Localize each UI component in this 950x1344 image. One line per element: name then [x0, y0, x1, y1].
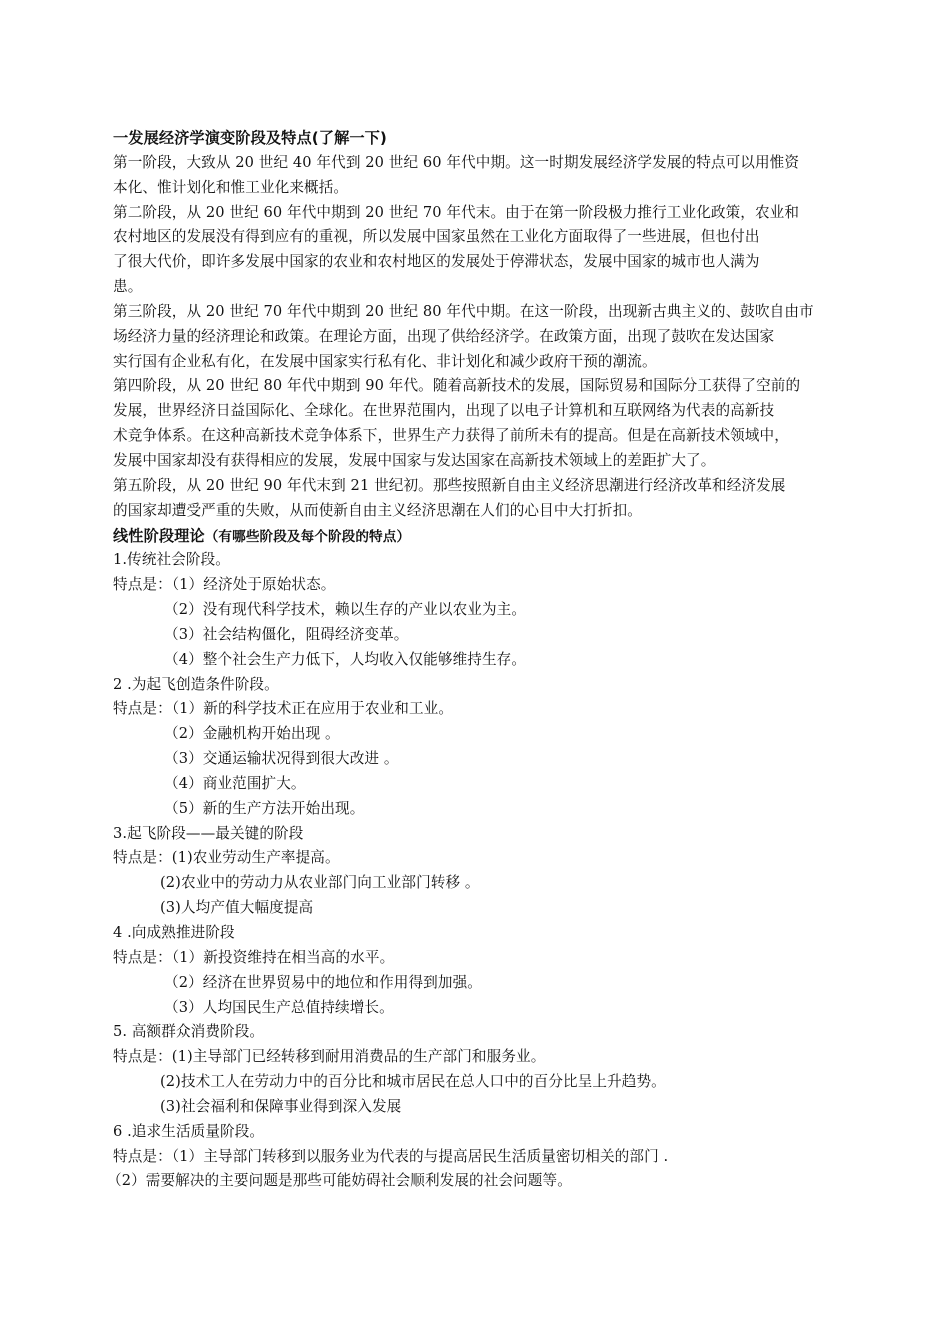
stage-feature-first: 特点是：（1）主导部门转移到以服务业为代表的与提高居民生活质量密切相关的部门 .	[113, 1147, 669, 1165]
stage-feature-first: 特点是：（1）新的科学技术正在应用于农业和工业。	[113, 700, 454, 718]
section-heading-evolution: 一发展经济学演变阶段及特点(了解一下)	[113, 129, 387, 147]
text-line: 发展中国家却没有获得相应的发展，发展中国家与发达国家在高新技术领域上的差距扩大了。	[113, 451, 716, 469]
stage-title: 3.起飞阶段——最关键的阶段	[113, 824, 304, 842]
stage-feature: （2）经济在世界贸易中的地位和作用得到加强。	[164, 973, 482, 991]
text-line: 第二阶段，从 20 世纪 60 年代中期到 20 世纪 70 年代末。由于在第一阶段极力推行工业化政策，农业和	[113, 203, 800, 221]
stage-feature-first: 特点是：(1)主导部门已经转移到耐用消费品的生产部门和服务业。	[113, 1048, 546, 1066]
stage-feature-first: 特点是：（1）新投资维持在相当高的水平。	[113, 948, 395, 966]
text-line: 第三阶段，从 20 世纪 70 年代中期到 20 世纪 80 年代中期。在这一阶段，出现新古典主义的、鼓吹自由市	[113, 302, 814, 320]
heading-sub-text: （有哪些阶段及每个阶段的特点）	[204, 528, 411, 545]
text-line: 患。	[113, 278, 143, 296]
heading-main-text: 线性阶段理论	[113, 526, 205, 545]
stage-title: 4 .向成熟推进阶段	[113, 924, 235, 941]
stage-feature: (3)社会福利和保障事业得到深入发展	[160, 1097, 402, 1115]
stage-feature: （5）新的生产方法开始出现。	[164, 799, 365, 817]
stage-feature: （2）金融机构开始出现 。	[164, 725, 340, 743]
paragraph-stage-4	[113, 374, 858, 473]
stage-block	[113, 548, 858, 672]
stage-feature-first: 特点是：（1）经济处于原始状态。	[113, 576, 336, 594]
paragraph-stage-2	[113, 201, 858, 300]
stage-feature: （2）没有现代科学技术，赖以生存的产业以农业为主。	[164, 601, 527, 619]
text-line: 第五阶段，从 20 世纪 90 年代末到 21 世纪初。那些按照新自由主义经济思潮进行经济改革和经济发展	[113, 476, 786, 494]
stage-feature: (3)人均产值大幅度提高	[160, 899, 314, 917]
stage-title: 5. 高额群众消费阶段。	[113, 1023, 265, 1041]
stage-feature: （2）需要解决的主要问题是那些可能妨碍社会顺利发展的社会问题等。	[107, 1172, 572, 1190]
stage-block	[113, 673, 858, 822]
stage-feature: (2)技术工人在劳动力中的百分比和城市居民在总人口中的百分比呈上升趋势。	[160, 1073, 666, 1091]
stage-feature: （4）商业范围扩大。	[164, 774, 306, 792]
stage-title: 1.传统社会阶段。	[113, 551, 230, 569]
stage-feature: (2)农业中的劳动力从农业部门向工业部门转移 。	[160, 874, 480, 892]
text-line: 术竞争体系。在这种高新技术竞争体系下，世界生产力获得了前所未有的提高。但是在高新技术领域中，	[113, 427, 789, 445]
stage-feature: （3）交通运输状况得到很大改进 。	[164, 750, 399, 768]
stage-feature: （4）整个社会生产力低下，人均收入仅能够维持生存。	[164, 650, 527, 668]
text-line: 第四阶段，从 20 世纪 80 年代中期到 90 年代。随着高新技术的发展，国际贸易和国际分工获得了空前的	[113, 377, 801, 395]
text-line: 本化、惟计划化和惟工业化来概括。	[113, 178, 349, 196]
text-line: 农村地区的发展没有得到应有的重视，所以发展中国家虽然在工业化方面取得了一些进展，但也付出	[113, 228, 760, 246]
document-page	[107, 126, 858, 1194]
text-line: 第一阶段，大致从 20 世纪 40 年代到 20 世纪 60 年代中期。这一时期发展经济学发展的特点可以用惟资	[113, 153, 800, 171]
text-line: 场经济力量的经济理论和政策。在理论方面，出现了供给经济学。在政策方面，出现了鼓吹在发达国家	[113, 327, 775, 345]
text-line: 实行国有企业私有化，在发展中国家实行私有化、非计划化和减少政府干预的潮流。	[113, 352, 657, 370]
paragraph-stage-5	[113, 474, 858, 524]
paragraph-stage-1	[113, 151, 858, 201]
stage-feature: （3）人均国民生产总值持续增长。	[164, 998, 394, 1016]
text-line: 的国家却遭受严重的失败，从而使新自由主义经济思潮在人们的心目中大打折扣。	[113, 501, 642, 519]
text-line: 了很大代价，即许多发展中国家的农业和农村地区的发展处于停滞状态，发展中国家的城市也人满为	[113, 253, 760, 271]
stage-feature-first: 特点是：(1)农业劳动生产率提高。	[113, 849, 340, 867]
stage-title: 2 .为起飞创造条件阶段。	[113, 675, 279, 693]
stage-block	[113, 822, 858, 921]
stage-block	[107, 1120, 858, 1195]
stage-block	[113, 1020, 858, 1119]
stage-block	[113, 921, 858, 1020]
paragraph-stage-3	[113, 300, 858, 375]
stage-title: 6 .追求生活质量阶段。	[113, 1122, 265, 1140]
text-line: 发展，世界经济日益国际化、全球化。在世界范围内，出现了以电子计算机和互联网络为代表的高新技	[113, 402, 775, 420]
section-heading-linear-stages	[113, 524, 858, 549]
stage-feature: （3）社会结构僵化，阻碍经济变革。	[164, 625, 409, 643]
